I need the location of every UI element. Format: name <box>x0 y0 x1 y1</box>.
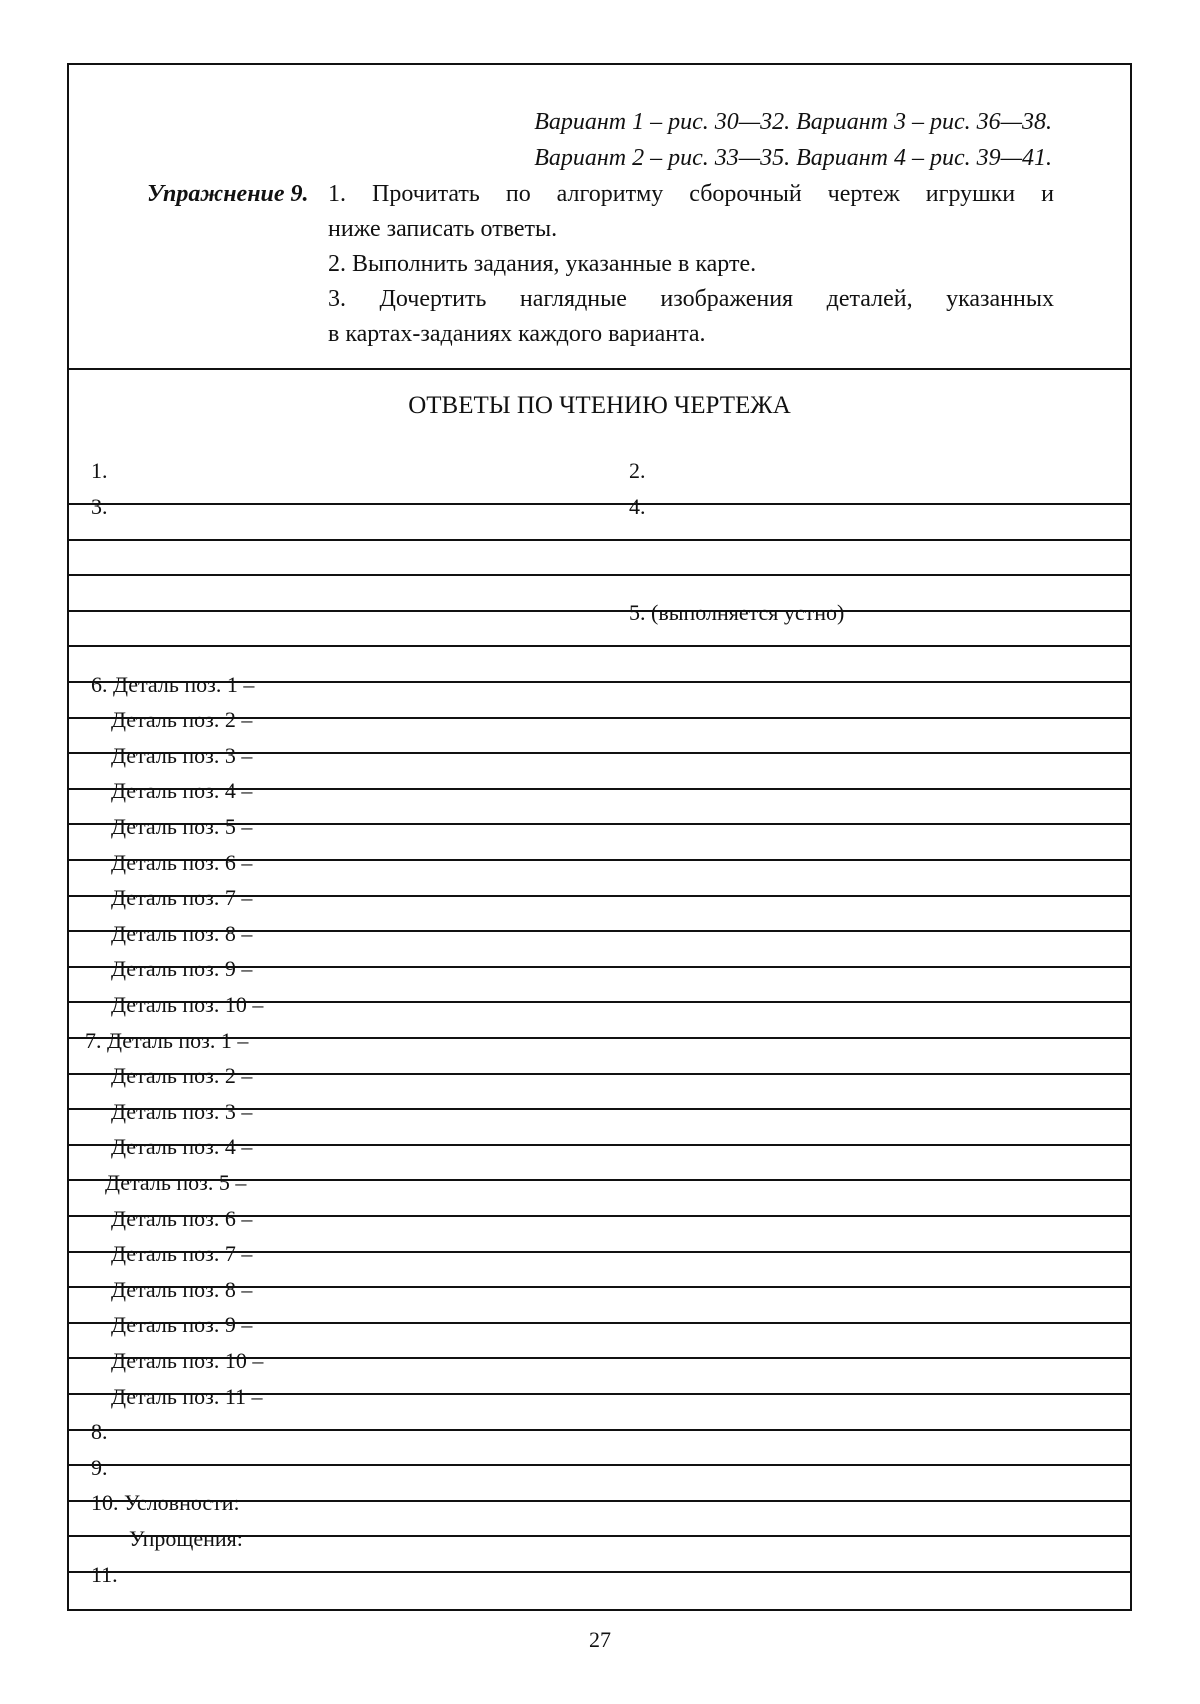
answer-label-7-0: Деталь поз. 2 – <box>111 707 253 733</box>
exercise-intro <box>69 65 1130 370</box>
answer-rule <box>69 1429 1130 1431</box>
answer-label-20-0: Деталь поз. 5 – <box>105 1170 247 1195</box>
task-3-line-2: в картах-заданиях каждого варианта. <box>328 321 706 347</box>
answer-label-23-0: Деталь поз. 8 – <box>111 1276 253 1302</box>
answer-label-27-0: 8. <box>91 1419 108 1445</box>
answer-label-15-0: Деталь поз. 10 – <box>111 992 264 1017</box>
answer-label-6-0: 6. Деталь поз. 1 – <box>91 671 255 697</box>
task-2: 2. Выполнить задания, указанные в карте. <box>328 251 757 277</box>
answer-label-19-0: Деталь поз. 4 – <box>111 1134 253 1160</box>
answer-label-16-0: 7. Деталь поз. 1 – <box>85 1027 249 1053</box>
answer-label-12-0: Деталь поз. 7 – <box>111 885 253 911</box>
answer-label-21-0: Деталь поз. 6 – <box>111 1205 253 1231</box>
answer-label-18-0: Деталь поз. 3 – <box>111 1098 253 1124</box>
section-divider <box>69 368 1130 370</box>
answer-label-28-0: 9. <box>91 1454 108 1480</box>
answer-rule <box>69 645 1130 647</box>
answer-label-8-0: Деталь поз. 3 – <box>111 742 253 768</box>
task-1-line-2: ниже записать ответы. <box>328 216 558 242</box>
answer-rule <box>69 610 1130 612</box>
variant-line-2: Вариант 2 – рис. 33—35. Вариант 4 – рис. 39—41. <box>534 145 1052 171</box>
answer-label-13-0: Деталь поз. 8 – <box>111 920 253 946</box>
answer-label-25-0: Деталь поз. 10 – <box>111 1348 264 1373</box>
exercise-label: Упражнение 9. <box>147 181 309 207</box>
answer-label-24-0: Деталь поз. 9 – <box>111 1312 253 1338</box>
variant-line-1: Вариант 1 – рис. 30—32. Вариант 3 – рис. 36—38. <box>534 109 1052 135</box>
answer-label-9-0: Деталь поз. 4 – <box>111 778 253 804</box>
task-3-line-1: 3. Дочертить наглядные изображения деталей, указанных <box>328 286 1054 312</box>
worksheet-frame <box>67 63 1132 1611</box>
answer-label-10-0: Деталь поз. 5 – <box>111 814 253 839</box>
page-number: 27 <box>589 1627 611 1652</box>
answer-label-0-1: 2. <box>629 458 646 483</box>
answer-rule <box>69 539 1130 541</box>
answer-label-31-0: 11. <box>91 1561 118 1587</box>
answer-label-1-1: 4. <box>629 493 646 519</box>
answer-rule <box>69 1571 1130 1573</box>
answer-label-26-0: Деталь поз. 11 – <box>111 1383 263 1409</box>
answer-label-14-0: Деталь поз. 9 – <box>111 956 253 982</box>
answer-label-11-0: Деталь поз. 6 – <box>111 849 253 875</box>
answer-rule <box>69 574 1130 576</box>
answer-label-1-0: 3. <box>91 493 108 519</box>
answer-label-17-0: Деталь поз. 2 – <box>111 1063 253 1089</box>
answer-rule <box>69 503 1130 505</box>
answers-title: ОТВЕТЫ ПО ЧТЕНИЮ ЧЕРТЕЖА <box>408 392 791 419</box>
task-1-line-1: 1. Прочитать по алгоритму сборочный чертеж игрушки и <box>328 181 1054 207</box>
answer-label-4-0: 5. (выполняется устно) <box>629 600 845 626</box>
answer-rule <box>69 1464 1130 1466</box>
answer-label-0-0: 1. <box>91 458 108 483</box>
answer-label-22-0: Деталь поз. 7 – <box>111 1241 253 1267</box>
answer-label-30-0: Упрощения: <box>129 1526 243 1551</box>
answer-label-29-0: 10. Условности: <box>91 1490 240 1516</box>
